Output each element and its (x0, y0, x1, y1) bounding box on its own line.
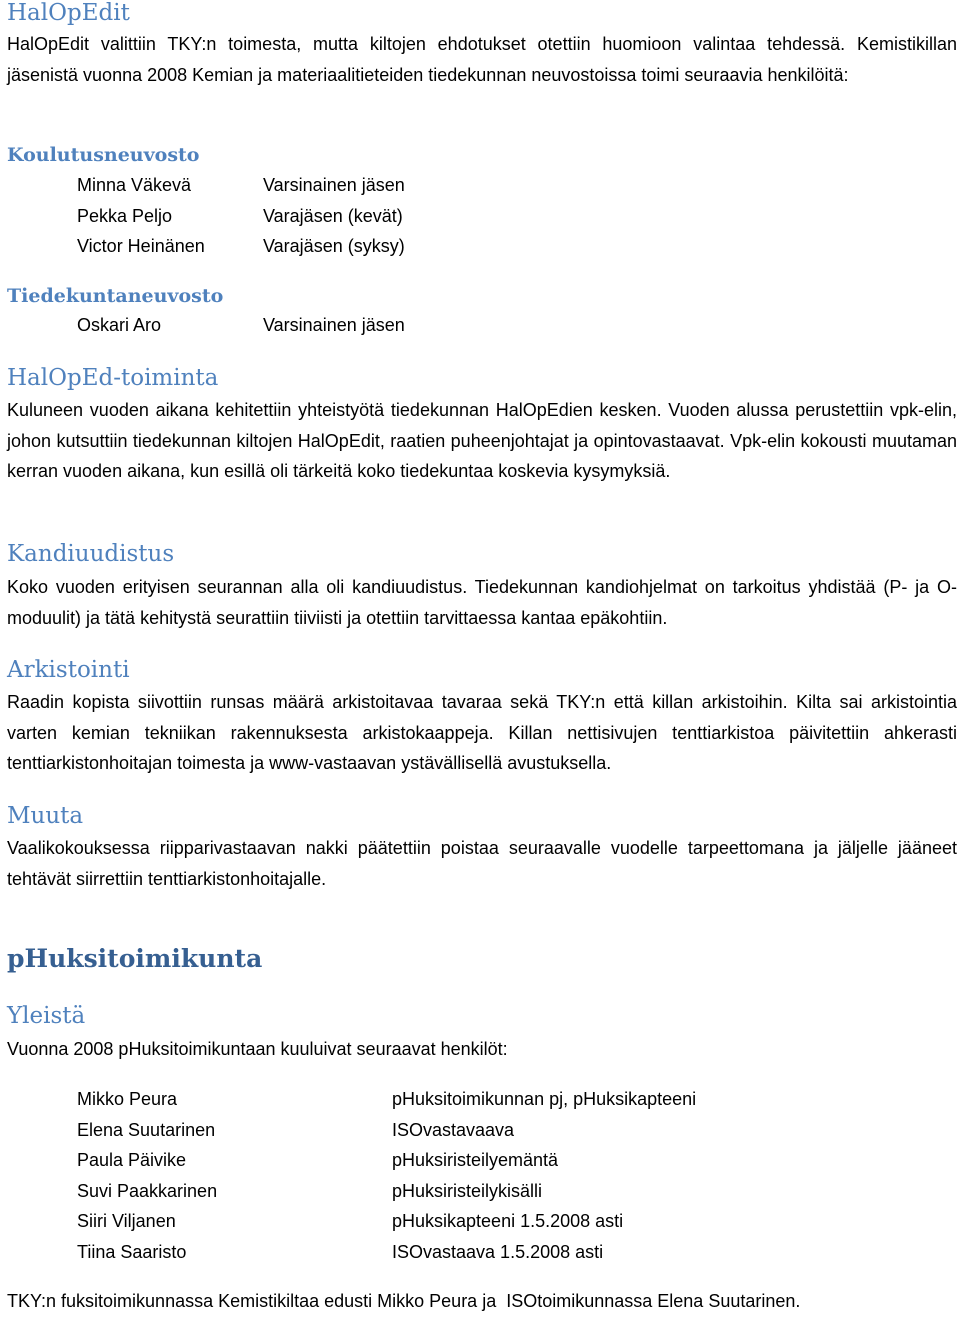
yleista-heading: Yleistä (7, 1003, 86, 1029)
member-name: Victor Heinänen (77, 236, 205, 256)
member-role: pHuksikapteeni 1.5.2008 asti (392, 1211, 624, 1231)
member-name: Minna Väkevä (77, 175, 192, 195)
tiedekuntaneuvosto-heading: Tiedekuntaneuvosto (7, 285, 224, 307)
arkistointi-text: Raadin kopista siivottiin runsas määrä arkistoitavaa tavaraa sekä TKY:n että killan arkistoihin. Kilta sai arkistointia varten kemian tekniikan rakennuksesta arkistokaappeja. Killan nettisivujen tenttiarkistoa päivitettiin ahkerasti tenttiarkistonhoitajan toimesta ja www-vastaavan ystävällisellä avustuksella. (7, 692, 957, 773)
member-role: pHuksiristeilyemäntä (392, 1150, 559, 1170)
member-role: pHuksitoimikunnan pj, pHuksikapteeni (392, 1089, 697, 1109)
arkistointi-heading: Arkistointi (7, 657, 130, 683)
kandiuudistus-text: Koko vuoden erityisen seurannan alla oli kandiuudistus. Tiedekunnan kandiohjelmat on tarkoitus yhdistää (P- ja O-moduulit) ja tätä kehitystä seurattiin tiiviisti ja otettiin tarvittaessa kantaa epäkohtiin. (7, 577, 957, 628)
member-name: Paula Päivike (77, 1150, 187, 1170)
member-name: Pekka Peljo (77, 205, 173, 226)
halopedtoiminta-text: Kuluneen vuoden aikana kehitettiin yhteistyötä tiedekunnan HalOpEdien kesken. Vuoden alussa perustettiin vpk-elin, johon kutsuttiin tiedekunnan kiltojen HalOpEdit, raatien puheenjohtajat ja opintovastaavat. Vpk-elin kokousti muutaman kerran vuoden aikana, kun esillä oli tärkeitä koko tiedekuntaa koskevia kysymyksiä. (7, 400, 957, 481)
member-role: Varajäsen (kevät) (263, 205, 403, 226)
member-name: Oskari Aro (77, 315, 162, 335)
yleista-footer: TKY:n fuksitoimikunnassa Kemistikiltaa edusti Mikko Peura ja ISOtoimikunnassa Elena Suutarinen. (7, 1291, 801, 1311)
member-role: Varsinainen jäsen (263, 175, 405, 195)
phuksitoimikunta-heading: pHuksitoimikunta (7, 944, 263, 973)
koulutusneuvosto-heading: Koulutusneuvosto (7, 144, 200, 166)
member-role: ISOvastaava 1.5.2008 asti (392, 1241, 604, 1262)
muuta-heading: Muuta (7, 803, 84, 829)
member-name: Suvi Paakkarinen (77, 1180, 218, 1201)
member-name: Siiri Viljanen (77, 1211, 176, 1231)
kandiuudistus-heading: Kandiuudistus (7, 541, 175, 567)
tiedekuntaneuvosto-members (7, 310, 957, 341)
phuksitoimikunta-members (7, 1084, 957, 1267)
yleista-intro: Vuonna 2008 pHuksitoimikuntaan kuuluivat seuraavat henkilöt: (7, 1039, 508, 1059)
member-name: Tiina Saaristo (77, 1241, 187, 1262)
halopedtoiminta-heading: HalOpEd-toiminta (7, 365, 219, 391)
member-name: Elena Suutarinen (77, 1119, 216, 1140)
halopedit-heading: HalOpEdit (7, 0, 130, 26)
member-role: pHuksiristeilykisälli (392, 1180, 543, 1201)
member-role: Varsinainen jäsen (263, 315, 405, 335)
member-name: Mikko Peura (77, 1089, 178, 1109)
halopedit-intro: HalOpEdit valittiin TKY:n toimesta, mutta kiltojen ehdotukset otettiin huomioon valintaa tehdessä. Kemistikillan jäsenistä vuonna 2008 Kemian ja materiaalitieteiden tiedekunnan neuvostoissa toimi seuraavia henkilöitä: (7, 34, 957, 85)
koulutusneuvosto-members (7, 170, 957, 262)
member-role: ISOvastavaava (392, 1119, 515, 1140)
muuta-text: Vaalikokouksessa riipparivastaavan nakki päätettiin poistaa seuraavalle vuodelle tarpeettomana ja jäljelle jääneet tehtävät siirrettiin tenttiarkistonhoitajalle. (7, 838, 957, 889)
member-role: Varajäsen (syksy) (263, 236, 405, 256)
